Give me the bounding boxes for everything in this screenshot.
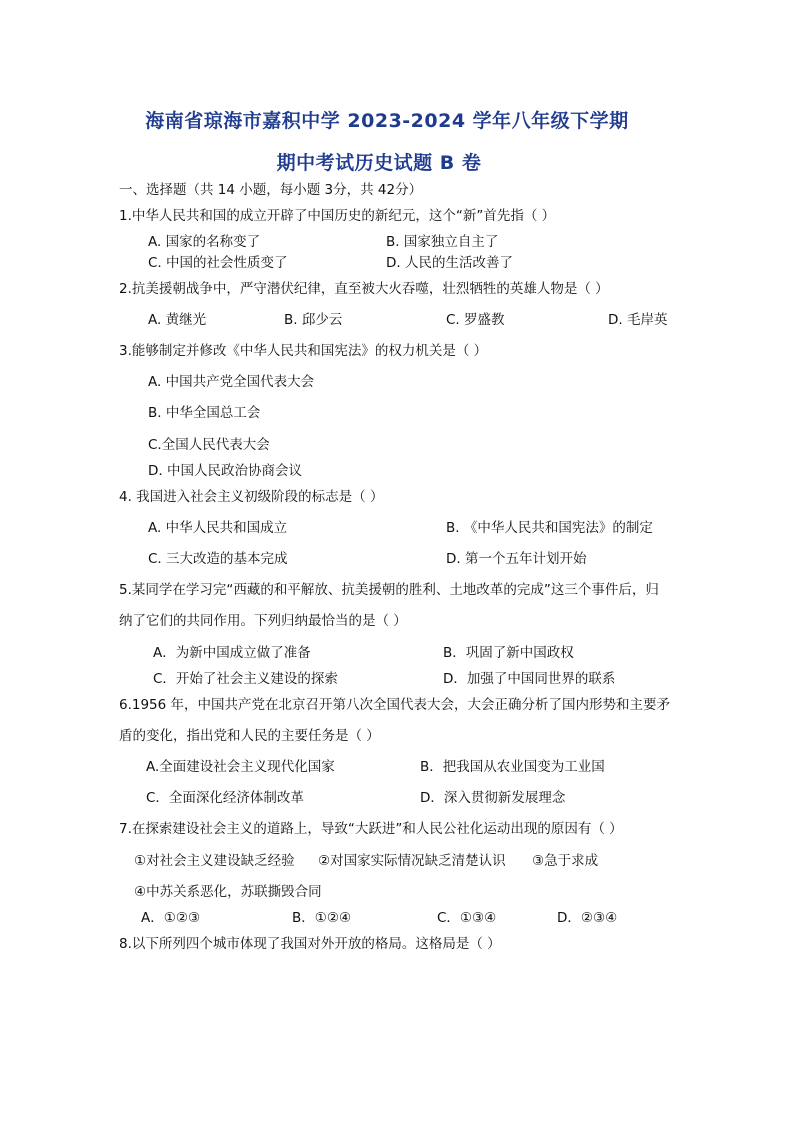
question-6-stem-line1: 6.1956 年，中国共产党在北京召开第八次全国代表大会，大会正确分析了国内形势和主要矛 [119, 697, 671, 713]
question-8-stem: 8.以下所列四个城市体现了我国对外开放的格局。这格局是（ ） [119, 936, 501, 952]
question-3-stem: 3.能够制定并修改《中华人民共和国宪法》的权力机关是（ ） [119, 343, 488, 359]
question-7-option-b: B．①②④ [292, 910, 352, 926]
question-4-option-a: A. 中华人民共和国成立 [148, 520, 288, 536]
question-5-option-b: B．巩固了新中国政权 [443, 645, 574, 661]
question-6-option-b: B．把我国从农业国变为工业国 [420, 759, 605, 775]
question-7-option-a: A．①②③ [141, 910, 201, 926]
exam-title-line1: 海南省琼海市嘉积中学 2023-2024 学年八年级下学期 [145, 110, 629, 132]
question-7-item-4: ④中苏关系恶化，苏联撕毁合同 [134, 884, 322, 900]
question-5-option-a: A．为新中国成立做了准备 [153, 645, 311, 661]
question-7-item-1: ①对社会主义建设缺乏经验 [134, 853, 295, 869]
question-4-option-c: C. 三大改造的基本完成 [148, 551, 288, 567]
question-2-stem: 2.抗美援朝战争中，严守潜伏纪律，直至被大火吞噬，壮烈牺牲的英雄人物是（ ） [119, 281, 609, 297]
question-4-option-b: B. 《中华人民共和国宪法》的制定 [446, 520, 653, 536]
question-1-option-d: D. 人民的生活改善了 [386, 255, 513, 271]
section-heading: 一、选择题（共 14 小题，每小题 3分，共 42分） [119, 182, 423, 198]
question-6-option-a: A.全面建设社会主义现代化国家 [146, 759, 335, 775]
question-7-option-c: C．①③④ [437, 910, 497, 926]
question-2-option-a: A. 黄继光 [148, 312, 207, 328]
question-4-option-d: D. 第一个五年计划开始 [446, 551, 587, 567]
exam-title-line2: 期中考试历史试题 B 卷 [276, 152, 482, 174]
question-3-option-d: D. 中国人民政治协商会议 [148, 463, 302, 479]
question-5-option-c: C．开始了社会主义建设的探索 [153, 671, 338, 687]
question-1-option-a: A. 国家的名称变了 [148, 234, 261, 250]
question-5-stem-line1: 5.某同学在学习完“西藏的和平解放、抗美援朝的胜利、土地改革的完成”这三个事件后，归 [119, 582, 659, 598]
question-3-option-a: A. 中国共产党全国代表大会 [148, 374, 315, 390]
question-7-stem: 7.在探索建设社会主义的道路上，导致“大跃进”和人民公社化运动出现的原因有（ ） [119, 821, 623, 837]
question-2-option-c: C. 罗盛教 [446, 312, 505, 328]
question-2-option-b: B. 邱少云 [284, 312, 343, 328]
question-7-option-d: D．②③④ [557, 910, 618, 926]
question-1-option-b: B. 国家独立自主了 [386, 234, 499, 250]
question-6-stem-line2: 盾的变化，指出党和人民的主要任务是（ ） [119, 728, 380, 744]
question-1-stem: 1.中华人民共和国的成立开辟了中国历史的新纪元，这个“新”首先指（ ） [119, 208, 556, 224]
question-4-stem: 4. 我国进入社会主义初级阶段的标志是（ ） [119, 489, 384, 505]
question-7-item-2: ②对国家实际情况缺乏清楚认识 [318, 853, 506, 869]
question-6-option-d: D．深入贯彻新发展理念 [420, 790, 566, 806]
question-3-option-c: C.全国人民代表大会 [148, 437, 270, 453]
question-5-option-d: D．加强了中国同世界的联系 [443, 671, 616, 687]
question-2-option-d: D. 毛岸英 [608, 312, 668, 328]
question-3-option-b: B. 中华全国总工会 [148, 405, 261, 421]
question-5-stem-line2: 纳了它们的共同作用。下列归纳最恰当的是（ ） [119, 613, 407, 629]
question-7-item-3: ③急于求成 [532, 853, 599, 869]
question-1-option-c: C. 中国的社会性质变了 [148, 255, 288, 271]
question-6-option-c: C．全面深化经济体制改革 [146, 790, 304, 806]
